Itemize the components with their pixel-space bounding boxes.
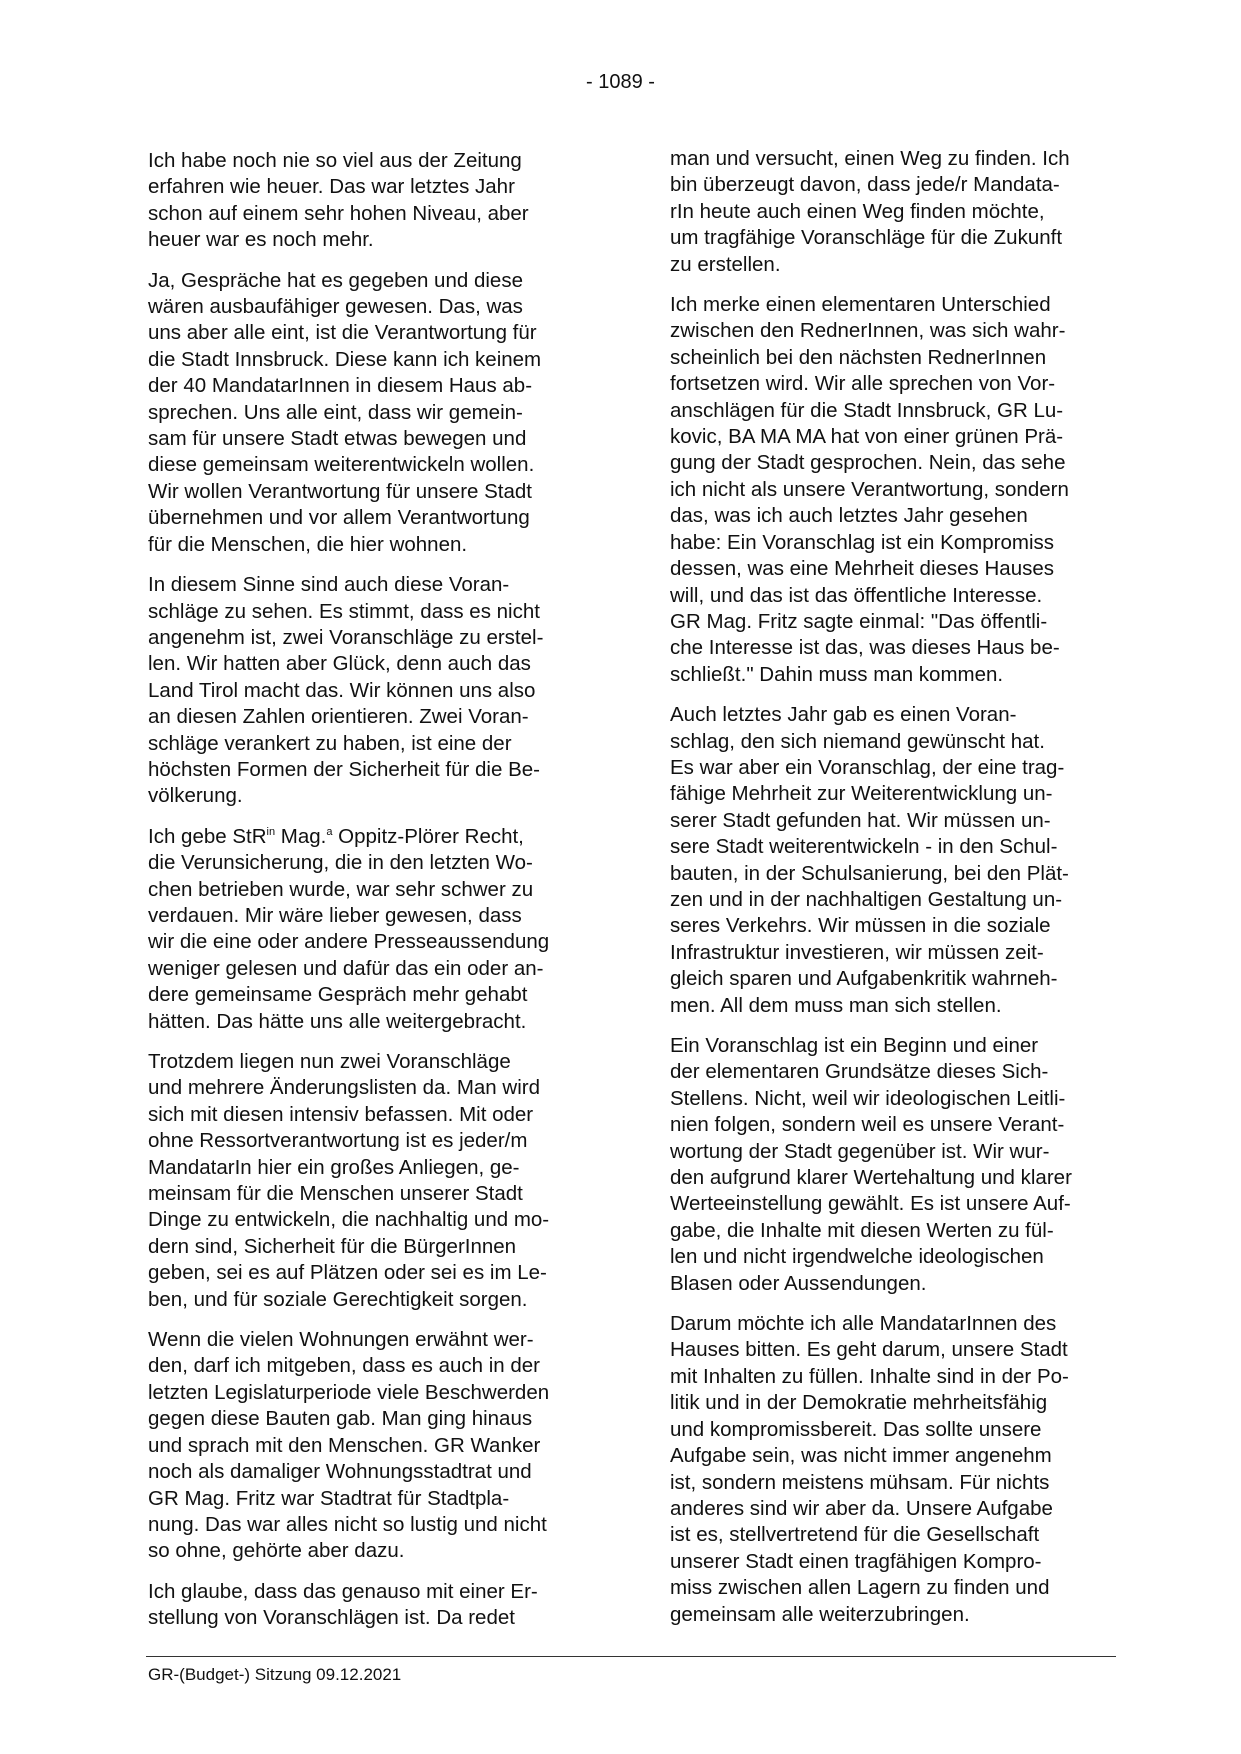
text-line: so ohne, gehörte aber dazu. (148, 1539, 405, 1563)
text-fragment: Ich gebe StR (148, 824, 267, 848)
page-number: - 1089 - (586, 71, 655, 93)
text-line: miss zwischen allen Lagern zu finden und (670, 1576, 1050, 1600)
footer-session-label: GR-(Budget-) Sitzung 09.12.2021 (148, 1665, 402, 1684)
text-line: verdauen. Mir wäre lieber gewesen, dass (148, 903, 522, 927)
text-line: Infrastruktur investieren, wir müssen zeit- (670, 940, 1044, 964)
text-line: und sprach mit den Menschen. GR Wanker (148, 1433, 541, 1457)
text-line: gemeinsam alle weiterzubringen. (670, 1602, 970, 1626)
text-line (148, 824, 598, 850)
text-line: nien folgen, sondern weil es unsere Verant- (670, 1113, 1065, 1137)
text-line: Ich glaube, dass das genauso mit einer Er- (148, 1579, 538, 1603)
text-line: man und versucht, einen Weg zu finden. Ich (670, 147, 1070, 170)
text-line: Ein Voranschlag ist ein Beginn und einer (670, 1034, 1039, 1057)
text-fragment: Oppitz-Plörer Recht, (332, 824, 524, 848)
left-column (148, 148, 598, 1646)
text-line: anschlägen für die Stadt Innsbruck, GR Lu- (670, 398, 1064, 422)
text-line: stellung von Voranschlägen ist. Da redet (148, 1606, 515, 1630)
text-line: völkerung. (148, 784, 243, 808)
paragraph (148, 572, 598, 810)
text-line: schlag, den sich niemand gewünscht hat. (670, 729, 1045, 753)
text-line: das, was ich auch letztes Jahr gesehen (670, 504, 1028, 528)
paragraph (670, 702, 1120, 1019)
text-line: ben, und für soziale Gerechtigkeit sorgen. (148, 1287, 528, 1311)
text-line: GR Mag. Fritz sagte einmal: "Das öffentli- (670, 609, 1048, 633)
text-line: Trotzdem liegen nun zwei Voranschläge (148, 1050, 511, 1073)
text-line: gleich sparen und Aufgabenkritik wahrneh- (670, 967, 1058, 991)
paragraph (670, 292, 1120, 688)
text-line: die Stadt Innsbruck. Diese kann ich keinem (148, 347, 542, 371)
text-line: Land Tirol macht das. Wir können uns also (148, 678, 536, 702)
text-line: will, und das ist das öffentliche Interesse. (670, 583, 1043, 607)
paragraph (148, 268, 598, 558)
paragraph (670, 1311, 1120, 1628)
text-line: GR Mag. Fritz war Stadtrat für Stadtpla- (148, 1486, 510, 1510)
text-line: zu erstellen. (670, 252, 781, 276)
text-line: wären ausbaufähiger gewesen. Das, was (148, 295, 523, 319)
text-line: Ich habe noch nie so viel aus der Zeitung (148, 149, 522, 172)
text-line: scheinlich bei den nächsten RednerInnen (670, 345, 1047, 369)
text-line: rIn heute auch einen Weg finden möchte, (670, 199, 1045, 223)
text-line: letzten Legislaturperiode viele Beschwerden (148, 1380, 550, 1404)
text-line: schon auf einem sehr hohen Niveau, aber (148, 201, 529, 225)
text-line: kovic, BA MA MA hat von einer grünen Prä- (670, 425, 1064, 449)
text-line: angenehm ist, zwei Voranschläge zu erstel- (148, 625, 544, 649)
superscript: in (266, 825, 276, 838)
superscript: a (326, 825, 333, 838)
text-line: schließt." Dahin muss man kommen. (670, 662, 1004, 686)
paragraph (148, 1327, 598, 1565)
text-line: Wir wollen Verantwortung für unsere Stadt (148, 479, 532, 503)
paragraph (148, 148, 598, 254)
text-line: der elementaren Grundsätze dieses Sich- (670, 1060, 1049, 1084)
text-line: gung der Stadt gesprochen. Nein, das sehe (670, 451, 1066, 475)
text-line: den aufgrund klarer Wertehaltung und klarer (670, 1166, 1072, 1190)
text-line: die Verunsicherung, die in den letzten Wo- (148, 851, 533, 875)
paragraph (148, 1579, 598, 1632)
text-line: wortung der Stadt gegenüber ist. Wir wur- (670, 1139, 1050, 1163)
text-line: seres Verkehrs. Wir müssen in die soziale (670, 914, 1051, 938)
text-line: ist, sondern meistens mühsam. Für nichts (670, 1470, 1050, 1494)
text-line: der 40 MandatarInnen in diesem Haus ab- (148, 374, 533, 398)
text-line: MandatarIn hier ein großes Anliegen, ge- (148, 1155, 520, 1179)
text-line: meinsam für die Menschen unserer Stadt (148, 1182, 523, 1206)
text-line: für die Menschen, die hier wohnen. (148, 532, 468, 556)
text-line: schläge verankert zu haben, ist eine der (148, 731, 512, 755)
text-line: ist es, stellvertretend für die Gesellschaft (670, 1523, 1040, 1547)
text-line: gegen diese Bauten gab. Man ging hinaus (148, 1407, 533, 1431)
text-line: ich nicht als unsere Verantwortung, sondern (670, 477, 1069, 501)
text-line: gabe, die Inhalte mit diesen Werten zu fül- (670, 1218, 1054, 1242)
text-line: Aufgabe sein, was nicht immer angenehm (670, 1444, 1052, 1468)
text-line: Ich merke einen elementaren Unterschied (670, 293, 1051, 317)
text-line: uns aber alle eint, ist die Verantwortung für (148, 321, 537, 345)
text-line: In diesem Sinne sind auch diese Voran- (148, 573, 510, 597)
text-line: mit Inhalten zu füllen. Inhalte sind in der Po- (670, 1364, 1069, 1388)
text-line: litik und in der Demokratie mehrheitsfähig (670, 1391, 1048, 1415)
text-line: Wenn die vielen Wohnungen erwähnt wer- (148, 1328, 534, 1352)
text-line: wir die eine oder andere Presseaussendung (148, 930, 550, 954)
text-line: heuer war es noch mehr. (148, 228, 374, 252)
text-line: Auch letztes Jahr gab es einen Voran- (670, 703, 1017, 727)
text-line: zwischen den RednerInnen, was sich wahr- (670, 319, 1066, 343)
paragraph (670, 1033, 1120, 1297)
text-line: che Interesse ist das, was dieses Haus be- (670, 636, 1060, 660)
text-line: übernehmen und vor allem Verantwortung (148, 506, 530, 530)
text-line: Hauses bitten. Es geht darum, unsere Stadt (670, 1338, 1068, 1362)
text-line: dern sind, Sicherheit für die BürgerInnen (148, 1234, 517, 1258)
text-line: erfahren wie heuer. Das war letztes Jahr (148, 175, 515, 199)
text-line: chen betrieben wurde, war sehr schwer zu (148, 877, 534, 901)
text-line: und mehrere Änderungslisten da. Man wird (148, 1076, 540, 1100)
text-line: sprechen. Uns alle eint, dass wir gemein- (148, 400, 523, 424)
footer-divider (146, 1656, 1116, 1657)
text-fragment: Mag. (275, 824, 327, 848)
text-line: Ja, Gespräche hat es gegeben und diese (148, 268, 523, 292)
text-line: Werteeinstellung gewählt. Es ist unsere Auf- (670, 1192, 1071, 1216)
text-line: sam für unsere Stadt etwas bewegen und (148, 427, 527, 451)
text-line: an diesen Zahlen orientieren. Zwei Voran- (148, 705, 529, 729)
paragraph (148, 1049, 598, 1313)
text-line: um tragfähige Voranschläge für die Zukunft (670, 226, 1063, 250)
paragraph (148, 824, 598, 1035)
text-line: Stellens. Nicht, weil wir ideologischen Leitli- (670, 1086, 1066, 1110)
text-line: zen und in der nachhaltigen Gestaltung un- (670, 887, 1063, 911)
text-line: sich mit diesen intensiv befassen. Mit oder (148, 1102, 534, 1126)
text-line: bauten, in der Schulsanierung, bei den Plät- (670, 861, 1069, 885)
text-line: weniger gelesen und dafür das ein oder an- (148, 956, 544, 980)
text-line: unserer Stadt einen tragfähigen Kompro- (670, 1549, 1042, 1573)
right-column (670, 146, 1120, 1642)
text-line: Blasen oder Aussendungen. (670, 1271, 927, 1295)
text-line: len. Wir hatten aber Glück, denn auch das (148, 652, 531, 676)
text-line: anderes sind wir aber da. Unsere Aufgabe (670, 1496, 1053, 1520)
text-line: geben, sei es auf Plätzen oder sei es im Le- (148, 1261, 547, 1285)
text-line: Dinge zu entwickeln, die nachhaltig und mo- (148, 1208, 550, 1232)
text-line: habe: Ein Voranschlag ist ein Kompromiss (670, 530, 1055, 554)
text-line: diese gemeinsam weiterentwickeln wollen. (148, 453, 535, 477)
text-line: und kompromissbereit. Das sollte unsere (670, 1417, 1042, 1441)
text-line: men. All dem muss man sich stellen. (670, 993, 1002, 1017)
text-line: nung. Das war alles nicht so lustig und nicht (148, 1512, 547, 1536)
text-line: fähige Mehrheit zur Weiterentwicklung un- (670, 782, 1053, 806)
text-line: bin überzeugt davon, dass jede/r Mandata- (670, 173, 1060, 197)
text-line: Es war aber ein Voranschlag, der eine trag- (670, 755, 1065, 779)
text-line: sere Stadt weiterentwickeln - in den Schul- (670, 835, 1058, 859)
text-line: den, darf ich mitgeben, dass es auch in der (148, 1354, 541, 1378)
text-line: dere gemeinsame Gespräch mehr gehabt (148, 983, 528, 1007)
text-line: Darum möchte ich alle MandatarInnen des (670, 1312, 1057, 1336)
text-line: hätten. Das hätte uns alle weitergebracht. (148, 1009, 527, 1033)
text-line: dessen, was eine Mehrheit dieses Hauses (670, 557, 1055, 581)
text-line: höchsten Formen der Sicherheit für die Be- (148, 757, 540, 781)
paragraph (670, 146, 1120, 278)
text-line: serer Stadt gefunden hat. Wir müssen un- (670, 808, 1051, 832)
text-line: schläge zu sehen. Es stimmt, dass es nicht (148, 599, 540, 623)
text-line: len und nicht irgendwelche ideologischen (670, 1245, 1044, 1269)
text-line: fortsetzen wird. Wir alle sprechen von Vor- (670, 372, 1056, 396)
text-line: noch als damaliger Wohnungsstadtrat und (148, 1460, 532, 1484)
text-line: ohne Ressortverantwortung ist es jeder/m (148, 1129, 528, 1153)
